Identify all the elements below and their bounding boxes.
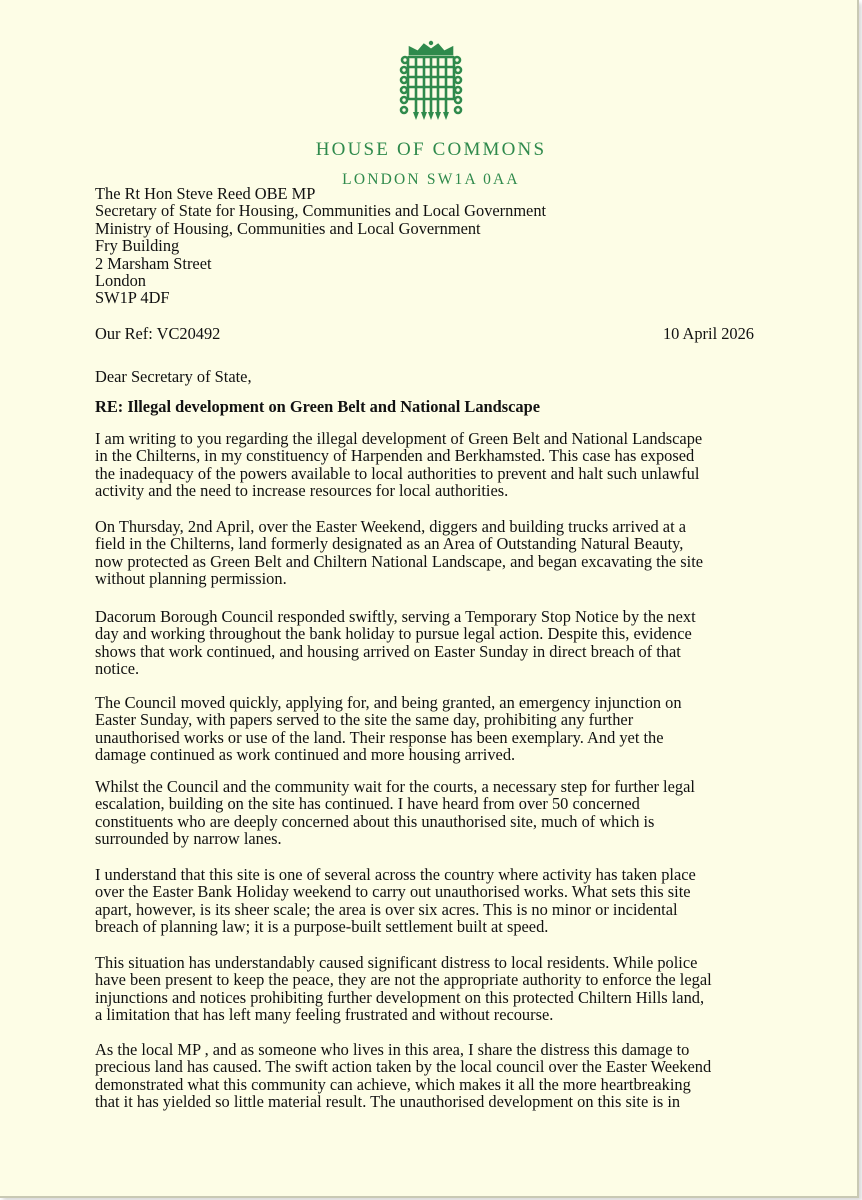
body-paragraph [95, 518, 765, 588]
paragraph-line: now protected as Green Belt and Chiltern National Landscape, and began excavating the site [95, 551, 704, 571]
paragraph-line: The Council moved quickly, applying for, and being granted, an emergency injunction on [95, 693, 682, 712]
paragraph-line: field in the Chilterns, land formerly designated as an Area of Outstanding Natural Beauty, [95, 534, 684, 554]
paragraph-line: constituents who are deeply concerned about this unauthorised site, much of which is [95, 811, 655, 831]
paragraph-line: notice. [95, 659, 140, 679]
recipient-line: Fry Building [95, 236, 180, 256]
paragraph-line: without planning permission. [95, 569, 287, 589]
paragraph-line: the inadequacy of the powers available to local authorities to prevent and halt such unlawful [95, 463, 700, 483]
body-paragraph [95, 954, 765, 1024]
paragraph-line: As the local MP , and as someone who lives in this area, I share the distress this damage to [95, 1040, 690, 1059]
recipient-line: Secretary of State for Housing, Communities and Local Government [95, 201, 547, 221]
paragraph-line: activity and the need to increase resources for local authorities. [95, 481, 509, 501]
letter-date: 10 April 2026 [662, 324, 754, 343]
paragraph-line: Easter Sunday, with papers served to the site the same day, prohibiting any further [95, 710, 634, 730]
body-paragraph [95, 866, 765, 936]
paragraph-line: shows that work continued, and housing arrived on Easter Sunday in direct breach of that [95, 641, 681, 661]
paragraph-line: escalation, building on the site has continued. I have heard from over 50 concerned [95, 794, 640, 814]
paragraph-line: On Thursday, 2nd April, over the Easter Weekend, diggers and building trucks arrived at a [95, 517, 687, 536]
paragraph-line: have been present to keep the peace, they are not the appropriate authority to enforce the legal [95, 970, 712, 990]
paragraph-line: I am writing to you regarding the illegal development of Green Belt and National Landscape [95, 429, 703, 448]
paragraph-line: precious land has caused. The swift action taken by the local council over the Easter Weekend [95, 1057, 712, 1077]
paragraph-line: unauthorised works or use of the land. Their response has been exemplary. And yet the [95, 727, 664, 747]
paragraph-line: in the Chilterns, in my constituency of Harpenden and Berkhamsted. This case has exposed [95, 446, 695, 466]
body-paragraph [95, 608, 765, 678]
paragraph-line: This situation has understandably caused significant distress to local residents. While police [95, 953, 698, 972]
paragraph-line: day and working throughout the bank holiday to pursue legal action. Despite this, evidence [95, 624, 692, 644]
subject-line: RE: Illegal development on Green Belt and National Landscape [95, 397, 540, 416]
organisation-name: HOUSE OF COMMONS [315, 139, 547, 160]
paragraph-line: demonstrated what this community can achieve, which makes it all the more heartbreaking [95, 1074, 691, 1094]
recipient-line: The Rt Hon Steve Reed OBE MP [95, 184, 316, 203]
recipient-line: SW1P 4DF [95, 288, 170, 308]
body-paragraph [95, 1041, 765, 1111]
paragraph-line: injunctions and notices prohibiting further development on this protected Chiltern Hills land, [95, 987, 705, 1007]
paragraph-line: Dacorum Borough Council responded swiftly, serving a Temporary Stop Notice by the next [95, 607, 696, 626]
paragraph-line: apart, however, is its sheer scale; the area is over six acres. This is no minor or incidental [95, 899, 678, 919]
paragraph-line: over the Easter Bank Holiday weekend to carry out unauthorised works. What sets this site [95, 882, 691, 902]
recipient-line: 2 Marsham Street [95, 253, 212, 273]
body-paragraph [95, 778, 765, 848]
reference-row [95, 325, 754, 342]
organisation-address: LONDON SW1A 0AA [342, 171, 520, 188]
paragraph-line: damage continued as work continued and more housing arrived. [95, 745, 516, 765]
paragraph-line: that it has yielded so little material result. The unauthorised development on this site is in [95, 1092, 681, 1112]
recipient-address [95, 185, 765, 307]
salutation: Dear Secretary of State, [95, 367, 252, 386]
body-paragraph [95, 430, 765, 500]
paragraph-line: surrounded by narrow lanes. [95, 829, 282, 849]
paragraph-line: Whilst the Council and the community wait for the courts, a necessary step for further legal [95, 777, 695, 796]
reference-number: Our Ref: VC20492 [95, 324, 221, 343]
paragraph-line: I understand that this site is one of several across the country where activity has taken place [95, 865, 696, 884]
recipient-line: Ministry of Housing, Communities and Local Government [95, 218, 481, 238]
recipient-line: London [95, 271, 146, 291]
body-paragraph [95, 694, 765, 764]
paragraph-line: a limitation that has left many feeling frustrated and without recourse. [95, 1005, 554, 1025]
paragraph-line: breach of planning law; it is a purpose-built settlement built at speed. [95, 917, 549, 937]
portcullis-icon [396, 40, 466, 122]
